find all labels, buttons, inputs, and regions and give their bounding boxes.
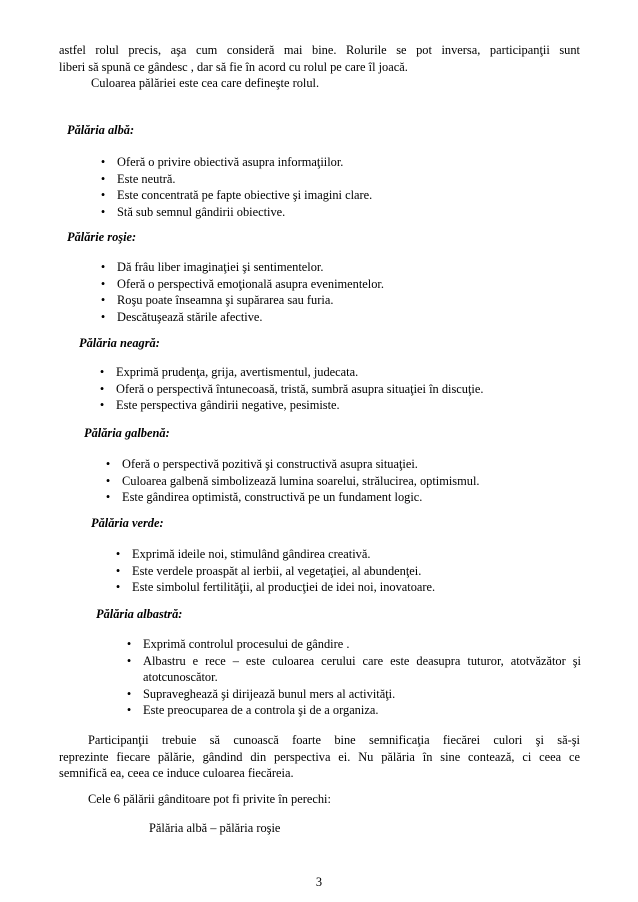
red-hat-list (98, 259, 384, 325)
list-item: • Este gândirea optimistă, constructivă pe un fundament logic. (103, 489, 480, 506)
list-item: • Oferă o privire obiectivă asupra informaţiilor. (98, 154, 372, 171)
bullet-icon: • (100, 276, 106, 291)
white-hat-list (98, 154, 372, 220)
heading-black-hat: Pălăria neagră: (79, 336, 160, 350)
bullet-icon: • (115, 547, 121, 561)
pair-white-red: Pălăria albă – pălăria roşie (149, 821, 281, 835)
closing-line-1: Participanţii trebuie să cunoască foarte bine semnificaţia fiecărei culori şi să-şi (88, 733, 580, 747)
list-item: • Este concentrată pe fapte obiective şi imagini clare. (98, 187, 372, 204)
list-item: • Este simbolul fertilităţii, al producţiei de idei noi, inovatoare. (113, 579, 435, 596)
list-item: • Este neutră. (98, 171, 372, 188)
bullet-icon: • (99, 381, 105, 396)
heading-red-hat: Pălărie roşie: (67, 230, 137, 244)
heading-white-hat: Pălăria albă: (67, 123, 135, 137)
pairs-intro: Cele 6 pălării gânditoare pot fi privite în perechi: (88, 792, 331, 806)
bullet-icon: • (100, 171, 106, 186)
intro-line-3: Culoarea pălăriei este cea care defineşte rolul. (91, 76, 320, 90)
list-item: • Este preocuparea de a controla şi de a organiza. (124, 702, 581, 719)
bullet-icon: • (99, 398, 105, 412)
bullet-icon: • (105, 457, 111, 471)
bullet-icon: • (100, 309, 106, 324)
heading-green-hat: Pălăria verde: (91, 516, 164, 530)
list-item: • Exprimă controlul procesului de gândire . (124, 636, 581, 653)
bullet-icon: • (126, 653, 132, 668)
list-item: • Este perspectiva gândirii negative, pesimiste. (97, 397, 483, 414)
list-item: • Roşu poate înseamna şi supărarea sau furia. (98, 292, 384, 309)
green-hat-list (113, 546, 435, 596)
black-hat-list (97, 364, 483, 414)
list-item: • Oferă o perspectivă emoţională asupra evenimentelor. (98, 276, 384, 293)
page-number: 3 (315, 875, 323, 889)
list-item: • Este verdele proaspăt al ierbii, al vegetaţiei, al abundenţei. (113, 563, 435, 580)
list-item: • Exprimă ideile noi, stimulând gândirea creativă. (113, 546, 435, 563)
bullet-icon: • (105, 473, 111, 488)
list-item: • Oferă o perspectivă întunecoasă, tristă, sumbră asupra situaţiei în discuţie. (97, 381, 483, 398)
closing-line-2: reprezinte fiecare pălărie, gândind din perspectiva ei. Nu pălăria în sine contează, ci ceea ce (59, 749, 580, 764)
bullet-icon: • (100, 204, 106, 219)
bullet-icon: • (100, 155, 106, 169)
list-item: • Supraveghează şi dirijează bunul mers al activităţi. (124, 686, 581, 703)
list-item: • Stă sub semnul gândirii obiective. (98, 204, 372, 221)
list-item: • Oferă o perspectivă pozitivă şi constructivă asupra situaţiei. (103, 456, 480, 473)
bullet-icon: • (126, 686, 132, 701)
yellow-hat-list (103, 456, 480, 506)
bullet-icon: • (126, 637, 132, 651)
bullet-icon: • (100, 260, 106, 274)
heading-blue-hat: Pălăria albastră: (96, 607, 183, 621)
list-item: • Dă frâu liber imaginaţiei şi sentimentelor. (98, 259, 384, 276)
bullet-icon: • (126, 703, 132, 717)
bullet-icon: • (100, 188, 106, 202)
closing-line-3: semnifică ea, ceea ce induce culoarea fiecăreia. (59, 766, 294, 780)
bullet-icon: • (105, 490, 111, 504)
intro-line-1: astfel rolul precis, aşa cum consideră mai bine. Rolurile se pot inversa, participanţii sunt (59, 43, 580, 57)
intro-line-2: liberi să spună ce gândesc , dar să fie în acord cu rolul pe care îl joacă. (59, 59, 408, 74)
list-item: • Culoarea galbenă simbolizează lumina soarelui, strălucirea, optimismul. (103, 473, 480, 490)
bullet-icon: • (115, 563, 121, 578)
list-item: • Descătuşează stările afective. (98, 309, 384, 326)
bullet-icon: • (100, 293, 106, 307)
list-item: • Albastru e rece – este culoarea cerului care este deasupra tuturor, atotvăzător şi atotcunoscător. (124, 653, 581, 686)
heading-yellow-hat: Pălăria galbenă: (84, 426, 170, 440)
intro-paragraph (59, 42, 580, 92)
bullet-icon: • (99, 365, 105, 379)
list-item: • Exprimă prudenţa, grija, avertismentul, judecata. (97, 364, 483, 381)
closing-paragraph (59, 732, 580, 782)
bullet-icon: • (115, 580, 121, 594)
blue-hat-list (124, 636, 581, 719)
